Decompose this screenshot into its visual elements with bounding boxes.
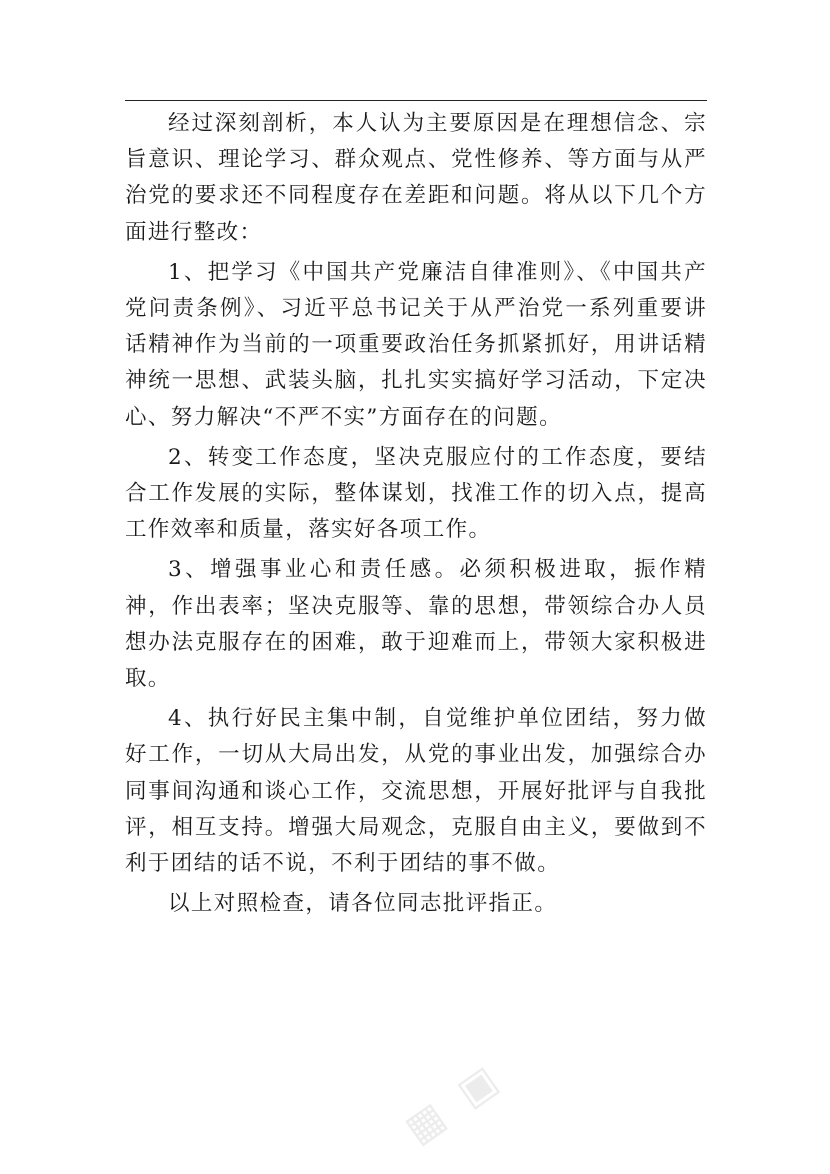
paragraph-item-3: 3、增强事业心和责任感。必须积极进取，振作精神，作出表率；坚决克服等、靠的思想，带领综合办人员想办法克服存在的困难，敢于迎难而上，带领大家积极进取。 (125, 557, 707, 692)
document-body (125, 106, 707, 926)
paragraph-item-1: 1、把学习《中国共产党廉洁自律准则》、《中国共产党问责条例》、习近平总书记关于从严治党一系列重要讲话精神作为当前的一项重要政治任务抓紧抓好，用讲话精神统一思想、武装头脑，扎扎实实搞好学习活动，下定决心、努力解决“不严不实”方面存在的问题。 (125, 259, 707, 430)
watermark-logo: ▦ ▣ (396, 1053, 511, 1153)
paragraph-item-2: 2、转变工作态度，坚决克服应付的工作态度，要结合工作发展的实际，整体谋划，找准工作的切入点，提高工作效率和质量，落实好各项工作。 (125, 444, 707, 543)
paragraph-item-4: 4、执行好民主集中制，自觉维护单位团结，努力做好工作，一切从大局出发，从党的事业出发，加强综合办同事间沟通和谈心工作，交流思想，开展好批评与自我批评，相互支持。增强大局观念，克服自由主义，要做到不利于团结的话不说，不利于团结的事不做。 (125, 706, 707, 877)
paragraph-analysis: 经过深刻剖析，本人认为主要原因是在理想信念、宗旨意识、理论学习、群众观点、党性修养、等方面与从严治党的要求还不同程度存在差距和问题。将从以下几个方面进行整改： (125, 111, 707, 245)
header-rule (125, 100, 707, 101)
paragraph-closing: 以上对照检查，请各位同志批评指正。 (168, 891, 558, 917)
